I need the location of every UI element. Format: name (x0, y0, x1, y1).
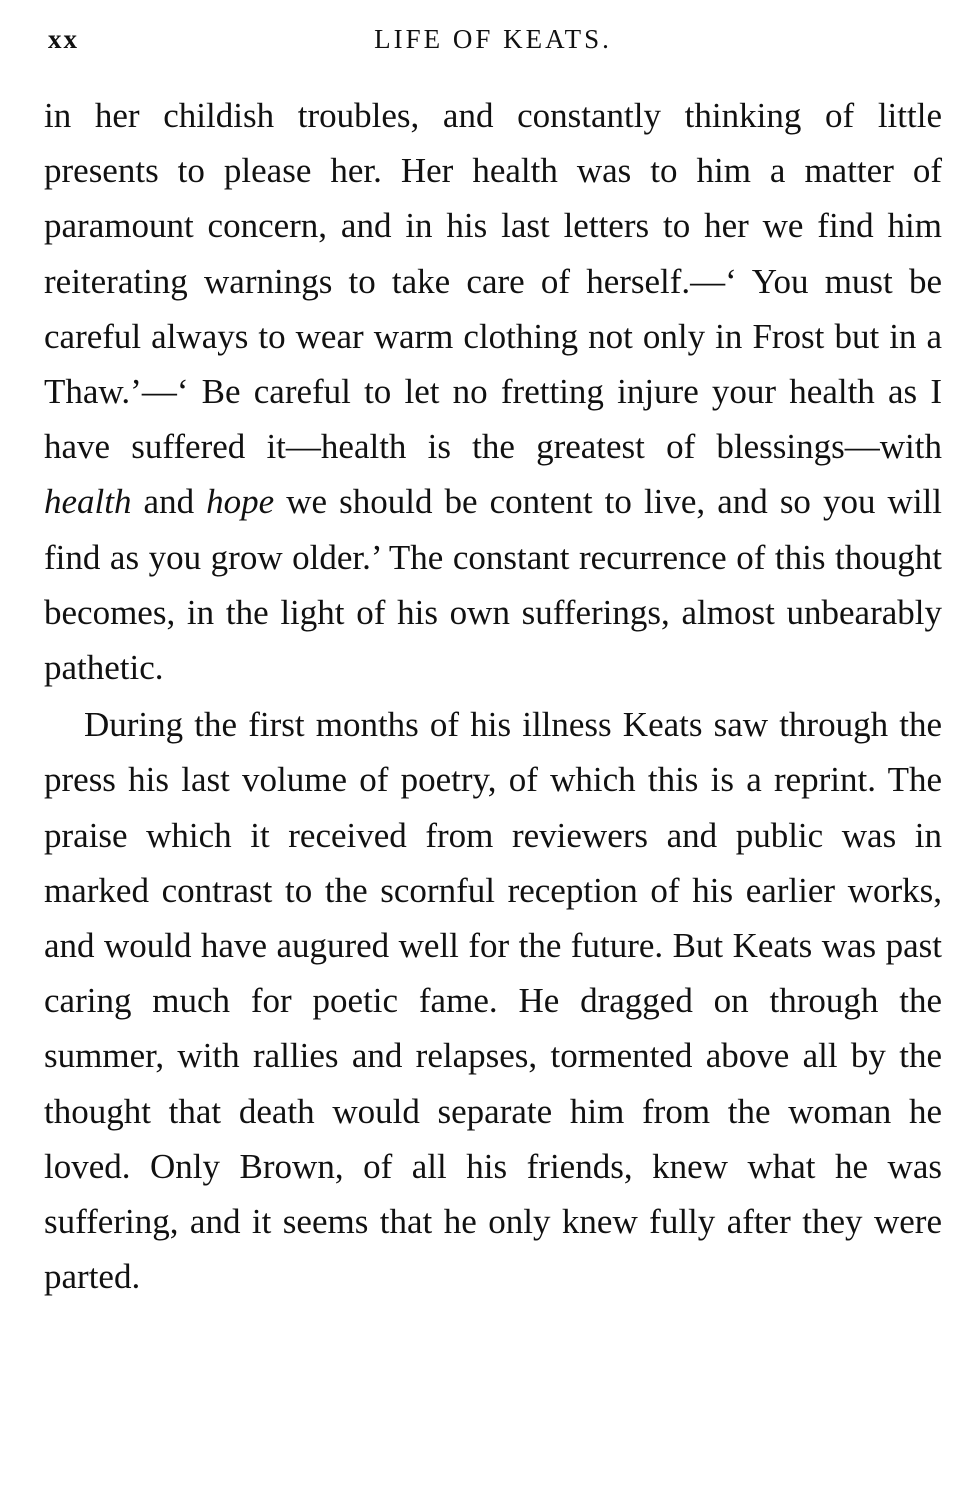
paragraph: During the first months of his illness Keats saw through the press his last volume of poetry, of which this is a reprint. The praise which it received from reviewers and public was in marked contrast to the scornful reception of his earlier works, and would have augured well for the future. But Keats was past caring much for poetic fame. He dragged on through the summer, with rallies and relapses, tormented above all by the thought that death would separate him from the woman he loved. Only Brown, of all his friends, knew what he was suffering, and it seems that he only knew fully after they were parted. (44, 705, 942, 1297)
running-title: LIFE OF KEATS. (374, 24, 612, 54)
italic-word-health: health (44, 482, 132, 522)
paragraph-text: and (131, 482, 207, 522)
body-text (44, 88, 942, 1304)
running-head (48, 24, 938, 64)
paragraph-continued (44, 88, 942, 695)
paragraph-text: in her childish troubles, and constantly thinking of little presents to please her. Her health was to him a matter of paramount concern, and in his last letters to her we find him reiterating warnings to take care of herself.—‘ You must be careful always to wear warm clothing not only in Frost but in a Thaw.’—‘ Be careful to let no fretting injure your health as I have suffered it—health is the greatest of blessings—with (44, 96, 942, 467)
italic-word-hope: hope (206, 482, 275, 522)
page-number: xx (48, 24, 79, 54)
paragraph-text: we should be content to live, and so you will find as you grow older.’ The constant recurrence of this thought becomes, in the light of his own sufferings, almost unbearably pathetic. (44, 482, 942, 688)
